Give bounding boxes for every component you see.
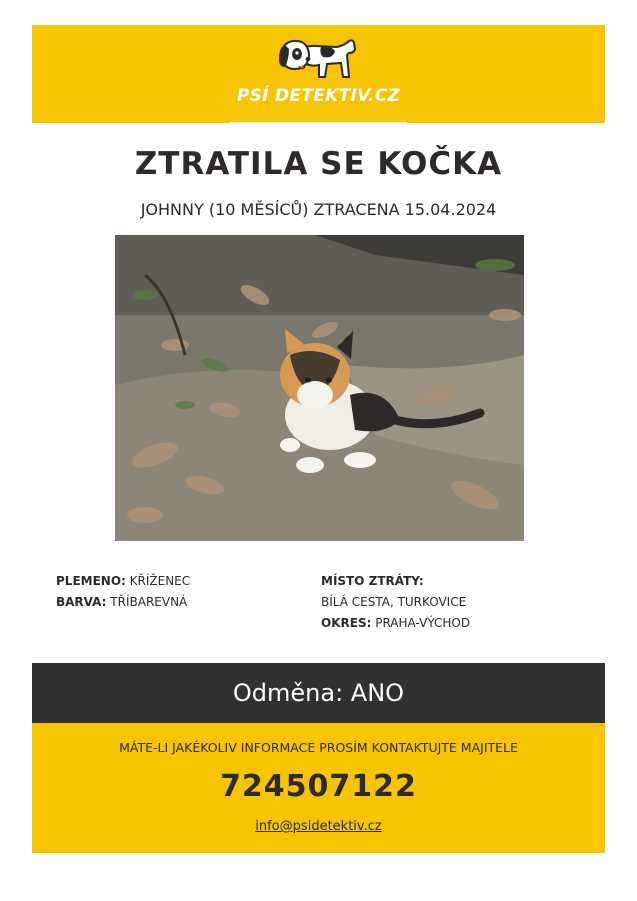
- email-link[interactable]: info@psidetektiv.cz: [255, 819, 382, 834]
- page-title: ZTRATILA SE KOČKA: [134, 146, 503, 182]
- place-value: BÍLÁ CESTA, TURKOVICE: [321, 595, 467, 609]
- brand-name: PSÍ DETEKTIV.CZ: [236, 86, 401, 106]
- color-row: [56, 592, 190, 613]
- dog-logo-icon: [275, 37, 359, 83]
- brand-underline: [230, 122, 407, 123]
- contact-instruction: MÁTE-LI JAKÉKOLIV INFORMACE PROSÍM KONTAKTUJTE MAJITELE: [119, 740, 518, 755]
- color-label: BARVA:: [56, 595, 107, 609]
- page-subtitle: JOHNNY (10 MĚSÍCŮ) ZTRACENA 15.04.2024: [140, 200, 497, 219]
- breed-value: KŘÍŽENEC: [129, 574, 191, 588]
- details-right: [321, 571, 470, 634]
- district-value: PRAHA-VÝCHOD: [375, 616, 471, 630]
- breed-label: PLEMENO:: [56, 574, 126, 588]
- phone-number[interactable]: 724507122: [220, 769, 417, 804]
- color-value: TŘÍBAREVNÁ: [110, 595, 188, 609]
- contact-panel: [32, 723, 605, 853]
- breed-row: [56, 571, 190, 592]
- place-label: MÍSTO ZTRÁTY:: [321, 574, 424, 588]
- district-row: [321, 613, 470, 634]
- cat-photo: [115, 235, 524, 541]
- header-banner: [32, 25, 605, 123]
- place-label-row: [321, 571, 470, 592]
- reward-banner: Odměna: ANO: [32, 663, 605, 723]
- details-left: [56, 571, 190, 613]
- district-label: OKRES:: [321, 616, 372, 630]
